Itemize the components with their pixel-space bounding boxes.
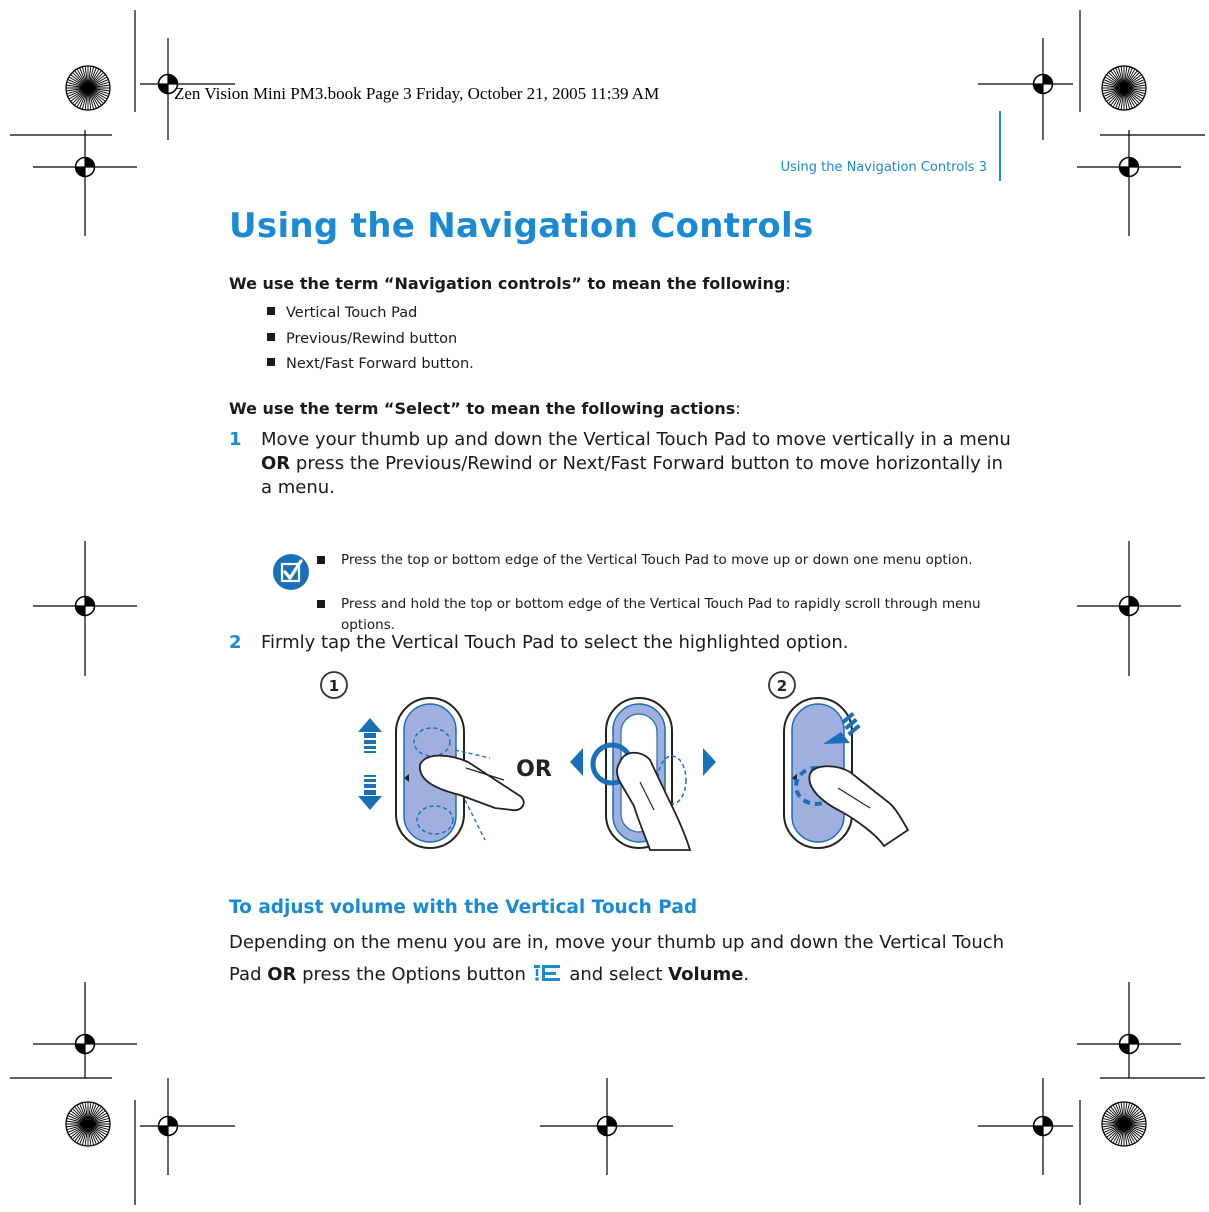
- note-checkbox-icon: [272, 553, 310, 591]
- callout-1: [321, 672, 347, 698]
- note-item: [341, 550, 1021, 571]
- running-head: Using the Navigation Controls 3: [780, 160, 987, 175]
- options-icon: [534, 963, 562, 983]
- list-item-label: Next/Fast Forward button.: [286, 356, 474, 372]
- step-2: [229, 631, 1019, 655]
- paragraph-text: Depending on the menu you are in, move your thumb up and down the Vertical Touch Pad: [229, 932, 1005, 985]
- list-item-label: Previous/Rewind button: [286, 331, 458, 347]
- navigation-illustration: [290, 670, 920, 855]
- step-text: [261, 428, 1019, 500]
- section-heading-volume: To adjust volume with the Vertical Touch Pad: [229, 897, 698, 918]
- header-rule: [999, 111, 1001, 181]
- lead-navigation-bold: We use the term “Navigation controls” to mean the following: [229, 274, 786, 293]
- lead-navigation-controls: [229, 274, 791, 293]
- touch-pad-1: [396, 698, 524, 848]
- bullet-icon: [267, 358, 275, 366]
- list-item: [267, 356, 474, 372]
- volume-emphasis: Volume: [668, 964, 744, 985]
- step-text-part: Move your thumb up and down the Vertical Touch Pad to move vertically in a menu: [261, 429, 1011, 450]
- bullet-icon: [267, 307, 275, 315]
- paragraph-text: press the Options button: [296, 964, 532, 985]
- callout-2: [769, 672, 795, 698]
- bullet-icon: [267, 333, 275, 341]
- vertical-scroll-arrows-icon: [358, 718, 382, 810]
- volume-paragraph: [229, 927, 1019, 991]
- list-item: [267, 331, 457, 347]
- step-text-part: press the Previous/Rewind or Next/Fast Forward button to move horizontally in a menu.: [261, 453, 1003, 498]
- list-item-label: Vertical Touch Pad: [286, 305, 418, 321]
- note-text: Press the top or bottom edge of the Vertical Touch Pad to move up or down one menu option.: [341, 552, 973, 568]
- lead-select: [229, 399, 741, 418]
- callout-2-label: 2: [776, 677, 788, 695]
- touch-pad-2: [593, 698, 690, 850]
- step-number: 1: [229, 429, 242, 450]
- or-emphasis: OR: [267, 964, 297, 985]
- note-text: Press and hold the top or bottom edge of the Vertical Touch Pad to rapidly scroll through menu options.: [341, 596, 981, 633]
- lead-select-bold: We use the term “Select” to mean the following actions: [229, 399, 736, 418]
- or-emphasis: OR: [261, 453, 291, 474]
- note-item: [341, 594, 1021, 636]
- page-title: Using the Navigation Controls: [229, 206, 814, 246]
- step-text: Firmly tap the Vertical Touch Pad to select the highlighted option.: [261, 632, 849, 653]
- step-1: [229, 428, 1019, 500]
- or-label: OR: [516, 757, 552, 782]
- callout-1-label: 1: [328, 677, 340, 695]
- print-slug: Zen Vision Mini PM3.book Page 3 Friday, October 21, 2005 11:39 AM: [174, 84, 660, 103]
- bullet-icon: [317, 556, 325, 564]
- lead-select-colon: :: [735, 399, 741, 418]
- list-item: [267, 305, 417, 321]
- bullet-icon: [317, 600, 325, 608]
- step-number: 2: [229, 632, 242, 653]
- paragraph-text: .: [743, 964, 750, 985]
- paragraph-text: and select: [563, 964, 669, 985]
- lead-navigation-colon: :: [785, 274, 791, 293]
